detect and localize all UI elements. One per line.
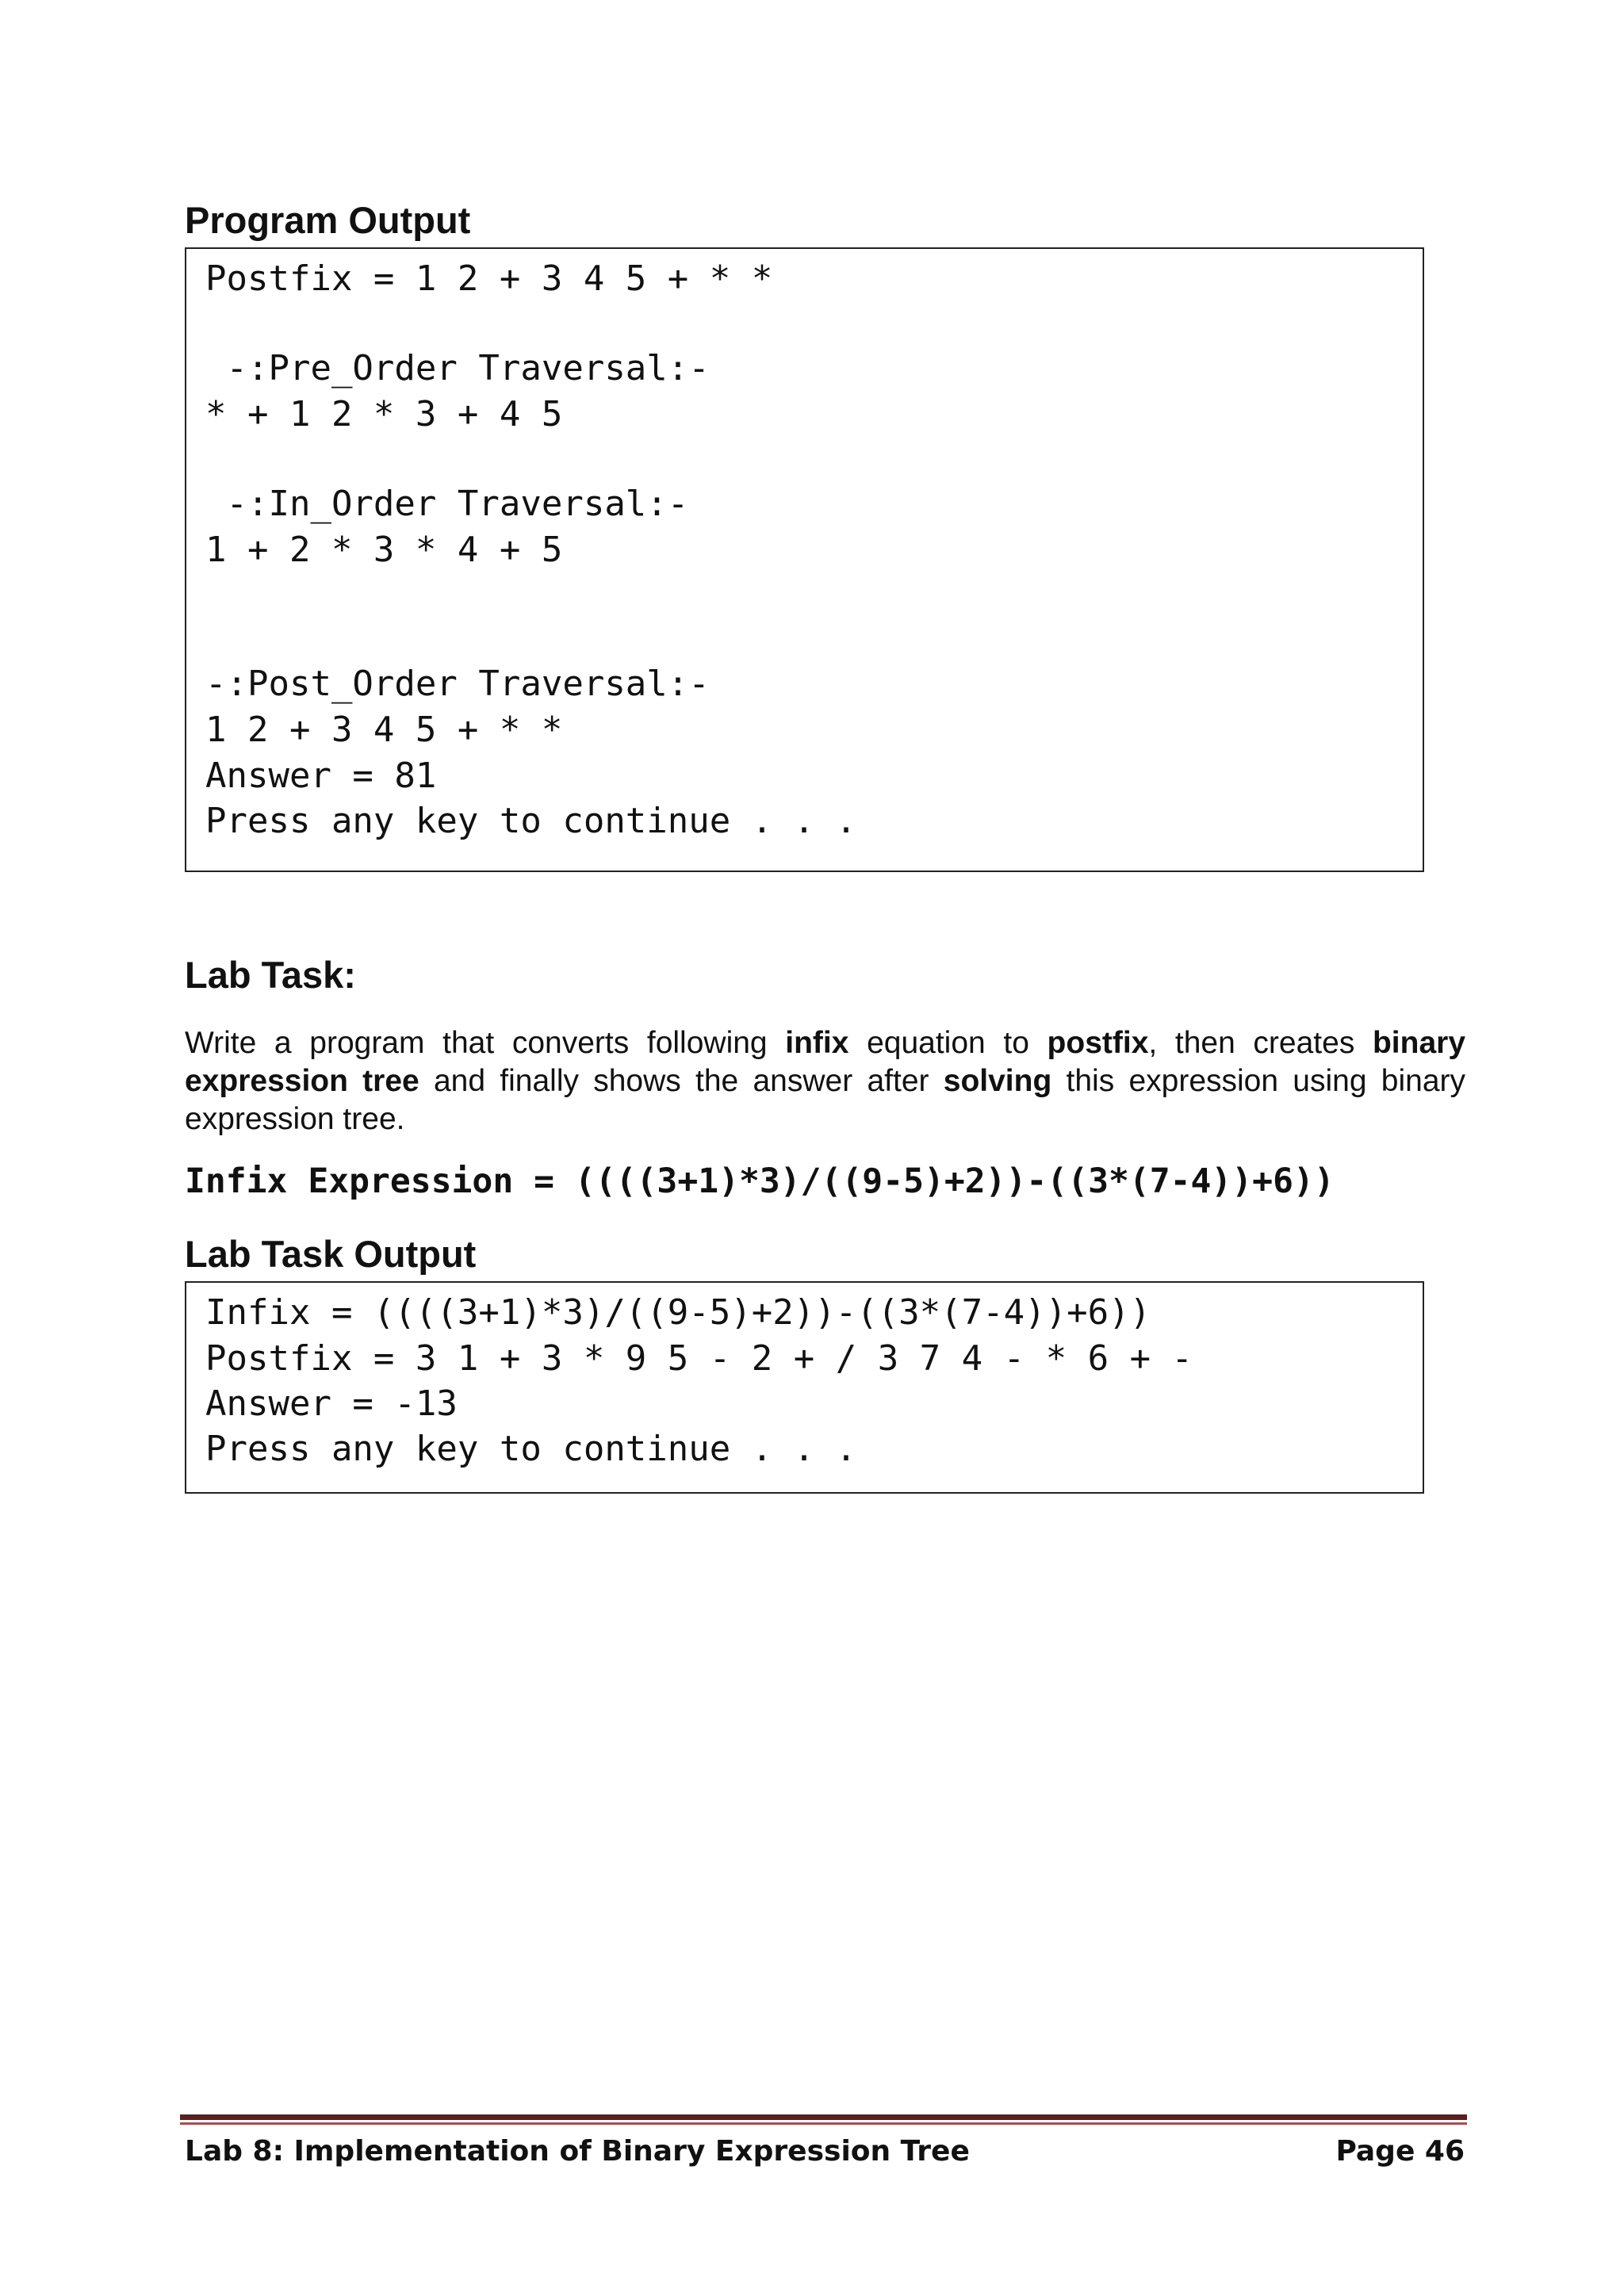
console-line: -:Pre_Order Traversal:- (205, 348, 710, 388)
console-line: Postfix = 3 1 + 3 * 9 5 - 2 + / 3 7 4 - * 6 + - (205, 1338, 1193, 1379)
footer-page-number: Page 46 (1335, 2135, 1465, 2168)
lab-task-description (185, 1024, 1465, 1138)
program-output-heading: Program Output (185, 199, 471, 241)
footer-rule-light (180, 2122, 1467, 2125)
lab-task-text: this expression using binary expression tree. (185, 1064, 1466, 1136)
lab-task-output-heading: Lab Task Output (185, 1233, 477, 1275)
lab-task-text: Write a program that converts following (185, 1026, 786, 1060)
console-line: -:Post_Order Traversal:- (205, 664, 710, 704)
console-line: Press any key to continue . . . (205, 1429, 857, 1469)
console-line: Postfix = 1 2 + 3 4 5 + * * (205, 258, 773, 299)
lab-task-text: and finally shows the answer after (419, 1064, 944, 1098)
console-line: -:In_Order Traversal:- (205, 484, 689, 524)
footer-rule-dark (180, 2114, 1467, 2120)
lab-task-bold-postfix: postfix (1047, 1026, 1149, 1060)
lab-task-bold-tree: binary expression tree (185, 1026, 1466, 1098)
lab-task-output-console (185, 1281, 1424, 1494)
console-line: Infix = ((((3+1)*3)/((9-5)+2))-((3*(7-4))+6)) (205, 1292, 1151, 1333)
lab-task-bold-infix: infix (785, 1026, 849, 1060)
console-line: 1 2 + 3 4 5 + * * (205, 710, 563, 750)
console-line: Answer = -13 (205, 1383, 458, 1424)
program-output-console (185, 247, 1424, 872)
footer-title: Lab 8: Implementation of Binary Expression Tree (185, 2135, 970, 2168)
console-line: 1 + 2 * 3 * 4 + 5 (205, 530, 563, 570)
lab-task-heading: Lab Task: (185, 954, 356, 996)
infix-expression: Infix Expression = ((((3+1)*3)/((9-5)+2))-((3*(7-4))+6)) (185, 1161, 1335, 1201)
console-line: Answer = 81 (205, 756, 437, 796)
lab-task-text: equation to (848, 1026, 1048, 1060)
lab-task-bold-solving: solving (943, 1064, 1052, 1098)
lab-task-text: , then creates (1148, 1026, 1373, 1060)
console-line: * + 1 2 * 3 + 4 5 (205, 394, 563, 434)
console-line: Press any key to continue . . . (205, 801, 857, 841)
